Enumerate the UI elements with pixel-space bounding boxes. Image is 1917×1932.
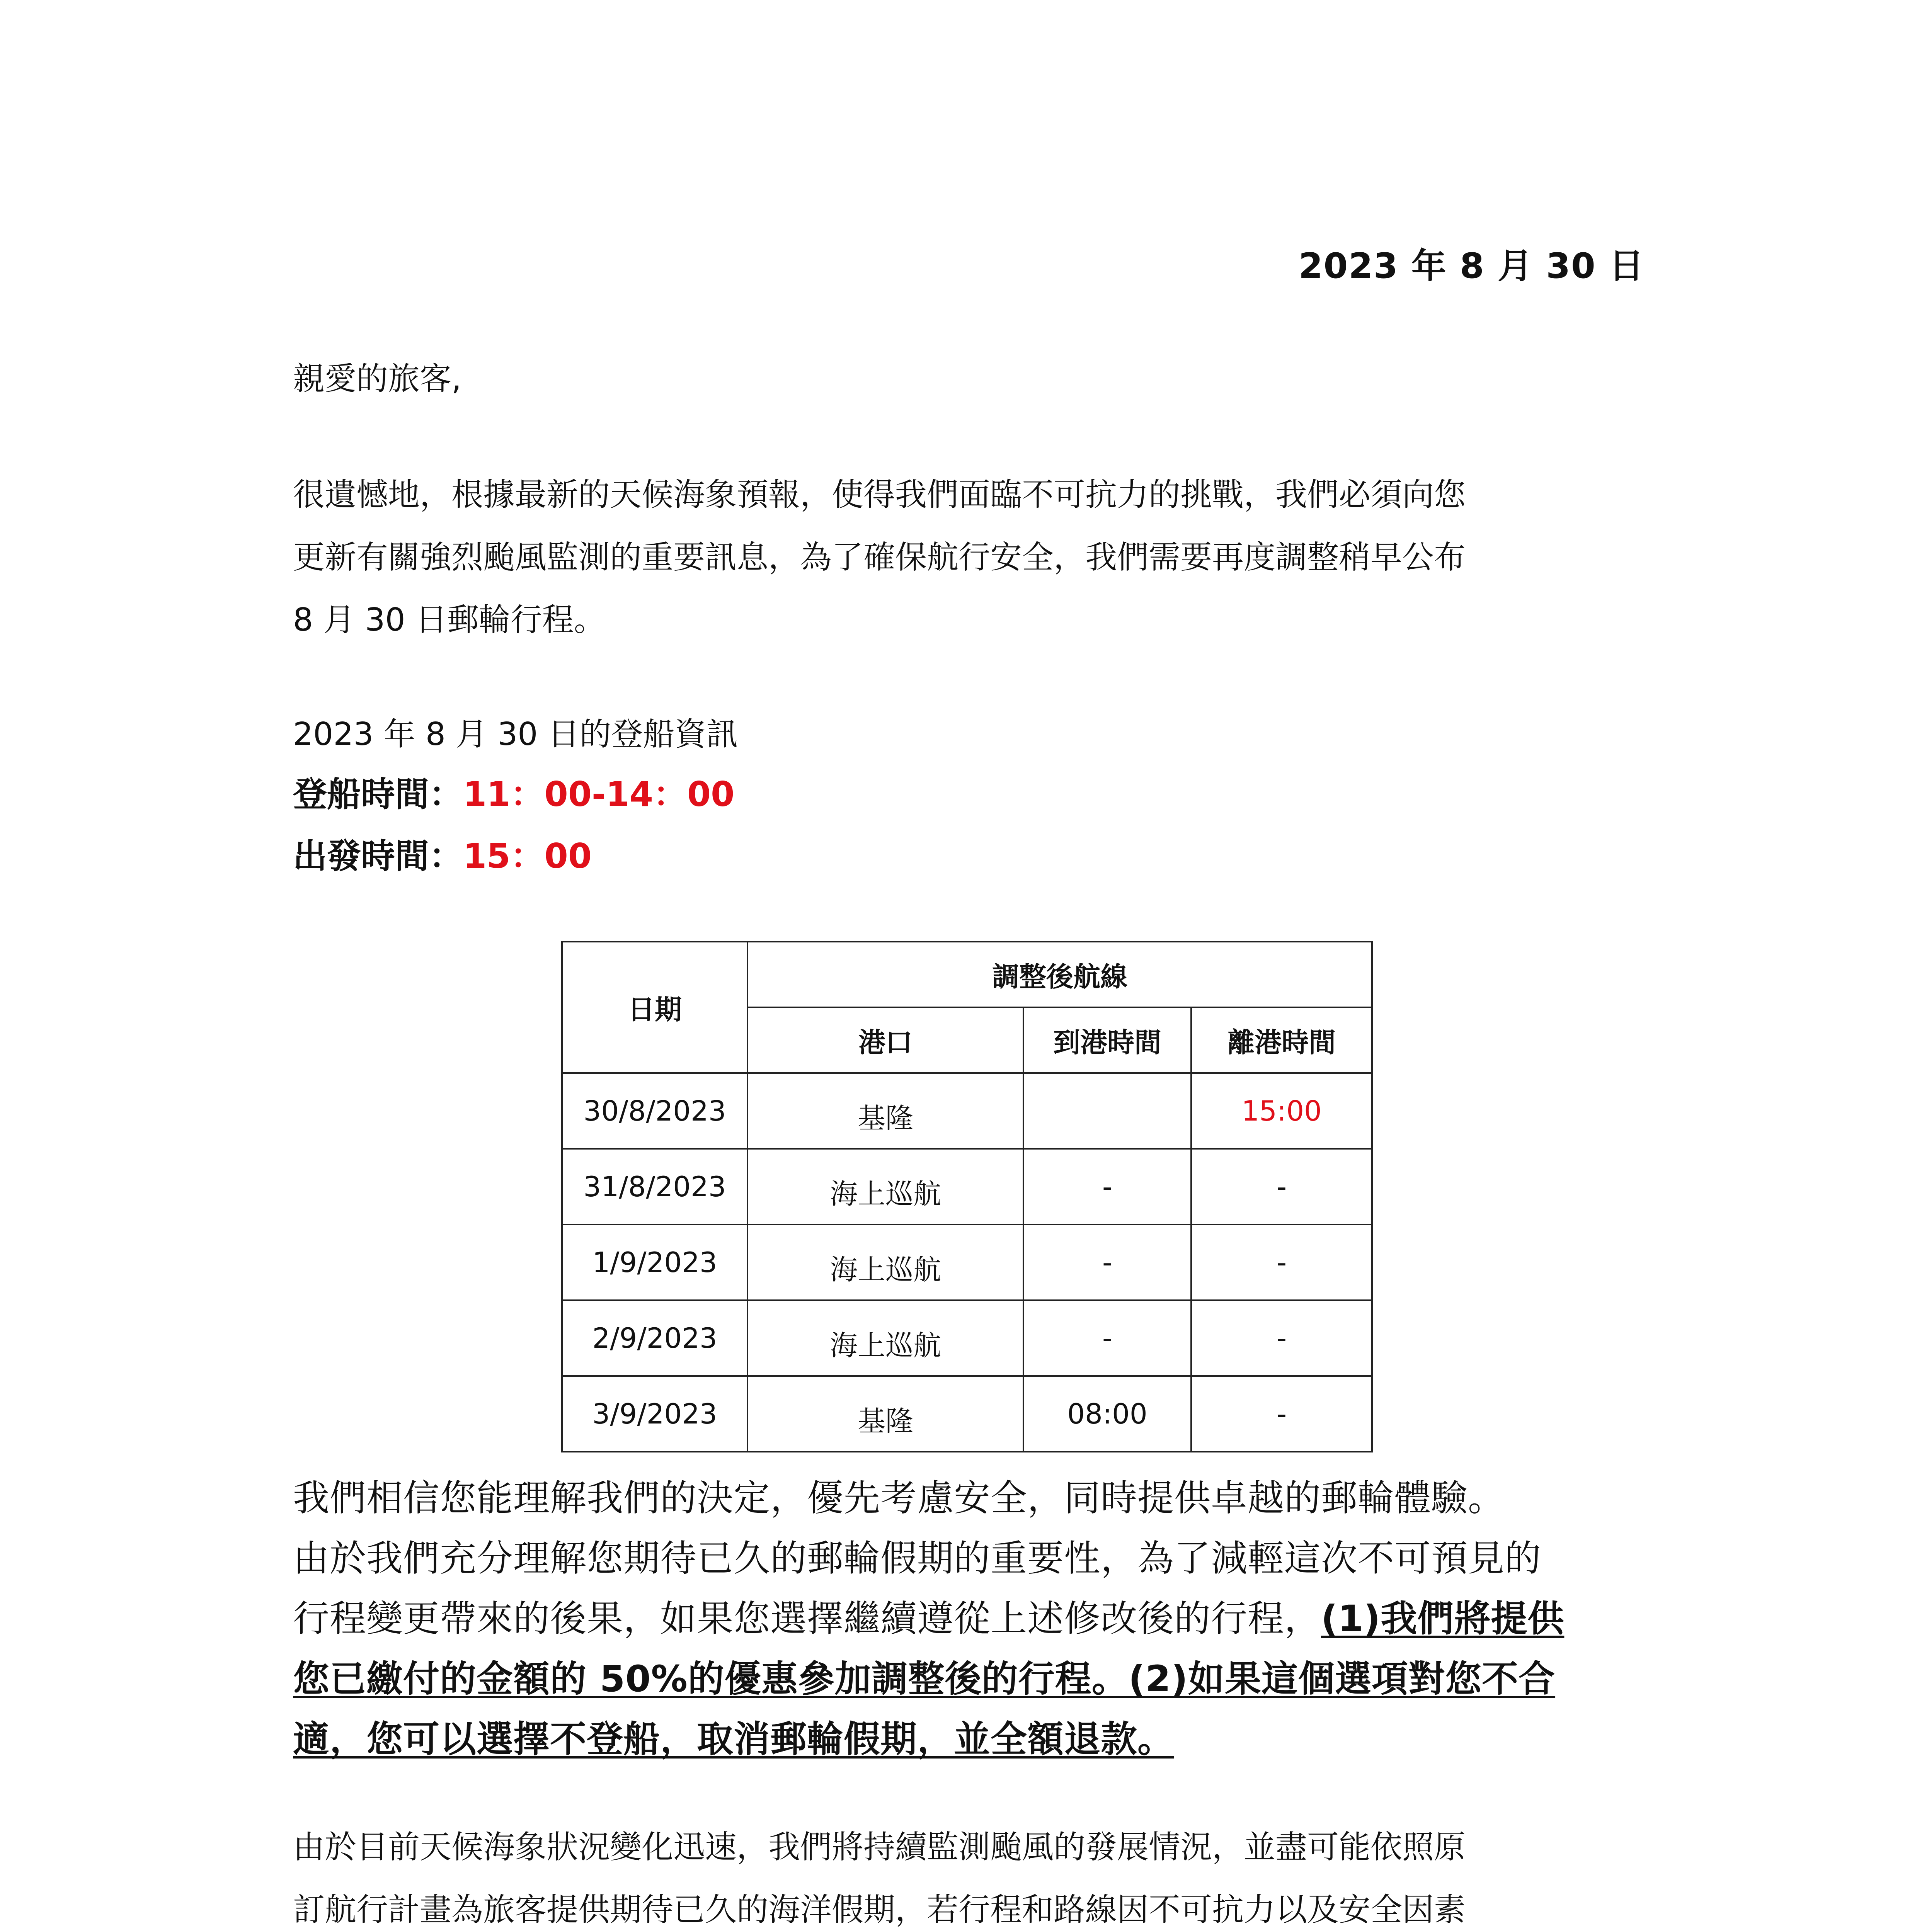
row-date: 30/8/2023 [562, 1073, 747, 1149]
row-arrival: 08:00 [1023, 1376, 1191, 1452]
row-port: 基隆 [747, 1073, 1023, 1149]
table-row [562, 1149, 1372, 1225]
row-port: 海上巡航 [747, 1225, 1023, 1300]
header-departure: 離港時間 [1191, 1007, 1372, 1073]
row-date: 1/9/2023 [562, 1225, 747, 1300]
header-adjusted-route: 調整後航線 [747, 942, 1372, 1007]
boarding-info-title: 2023 年 8 月 30 日的登船資訊 [293, 716, 738, 753]
row-port: 海上巡航 [747, 1300, 1023, 1376]
greeting: 親愛的旅客, [293, 361, 462, 397]
table-row [562, 1225, 1372, 1300]
row-port: 海上巡航 [747, 1149, 1023, 1225]
boarding-time-label: 登船時間： [293, 774, 463, 814]
row-arrival: - [1023, 1300, 1191, 1376]
decision-line: 由於我們充分理解您期待已久的郵輪假期的重要性，為了減輕這次不可預見的 [293, 1537, 1542, 1580]
row-arrival: - [1023, 1149, 1191, 1225]
intro-line: 更新有關強烈颱風監測的重要訊息，為了確保航行安全，我們需要再度調整稍早公布 [293, 539, 1466, 576]
row-departure: - [1191, 1225, 1372, 1300]
row-arrival: - [1023, 1225, 1191, 1300]
departure-time-label: 出發時間： [293, 836, 463, 876]
row-date: 31/8/2023 [562, 1149, 747, 1225]
header-date: 日期 [562, 942, 747, 1073]
departure-time-value: 15：00 [463, 836, 592, 876]
refund-option-text: 適，您可以選擇不登船，取消郵輪假期，並全額退款。 [293, 1718, 1175, 1760]
boarding-time-value: 11：00-14：00 [463, 774, 735, 814]
row-date: 3/9/2023 [562, 1376, 747, 1452]
monitor-line: 由於目前天候海象狀況變化迅速，我們將持續監測颱風的發展情況，並盡可能依照原 [293, 1829, 1466, 1866]
table-row [562, 1300, 1372, 1376]
table-row [562, 1376, 1372, 1452]
monitor-line: 訂航行計畫為旅客提供期待已久的海洋假期，若行程和路線因不可抗力以及安全因素 [293, 1891, 1466, 1928]
row-port: 基隆 [747, 1376, 1023, 1452]
row-departure: - [1191, 1300, 1372, 1376]
decision-line: 我們相信您能理解我們的決定，優先考慮安全，同時提供卓越的郵輪體驗。 [293, 1477, 1505, 1519]
departure-time-line [293, 825, 1626, 888]
table-row [562, 1073, 1372, 1149]
row-departure: - [1191, 1376, 1372, 1452]
intro-line: 很遺憾地，根據最新的天候海象預報，使得我們面臨不可抗力的挑戰，我們必須向您 [293, 476, 1466, 513]
refund-option-text: (1)我們將提供 [1321, 1598, 1565, 1640]
monitor-paragraph [293, 1816, 1626, 1932]
row-arrival [1023, 1073, 1191, 1149]
intro-paragraph [293, 464, 1626, 651]
row-date: 2/9/2023 [562, 1300, 747, 1376]
decision-line: 行程變更帶來的後果，如果您選擇繼續遵從上述修改後的行程， [293, 1598, 1321, 1640]
row-departure: 15:00 [1191, 1073, 1372, 1149]
header-arrival: 到港時間 [1023, 1007, 1191, 1073]
header-port: 港口 [747, 1007, 1023, 1073]
decision-paragraph [293, 1468, 1634, 1770]
refund-option-text: 您已繳付的金額的 50%的優惠參加調整後的行程。(2)如果這個選項對您不合 [293, 1658, 1556, 1700]
itinerary-table [561, 941, 1373, 1452]
boarding-time-line [293, 763, 1626, 826]
table-header-row [562, 942, 1372, 1007]
intro-line: 8 月 30 日郵輪行程。 [293, 602, 606, 638]
row-departure: - [1191, 1149, 1372, 1225]
letter-date: 2023 年 8 月 30 日 [1298, 246, 1645, 286]
